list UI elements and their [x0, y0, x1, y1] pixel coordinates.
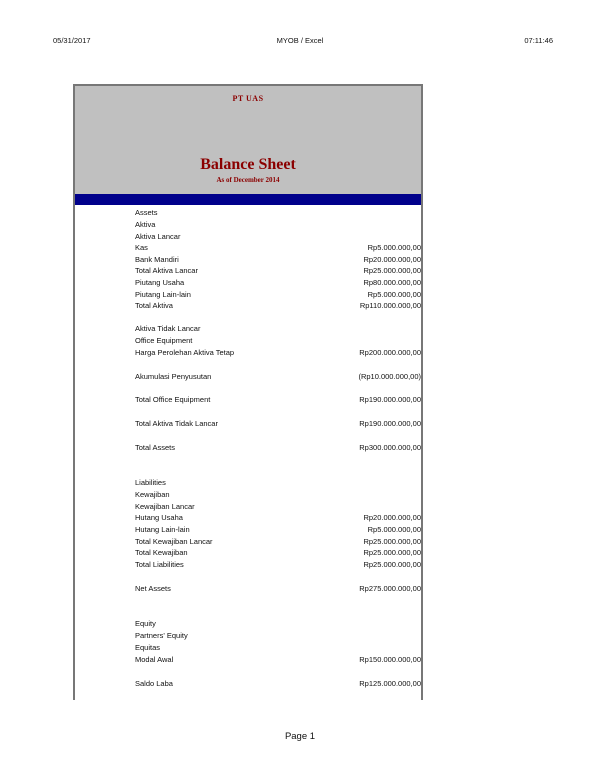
row-amount: Rp25.000.000,00	[363, 537, 421, 546]
report-sheet	[73, 84, 423, 700]
table-row	[75, 678, 421, 689]
row-label: Assets	[135, 208, 158, 217]
table-row	[75, 335, 421, 346]
table-row	[75, 323, 421, 334]
row-amount: Rp5.000.000,00	[367, 290, 421, 299]
table-row	[75, 536, 421, 547]
report-title: Balance Sheet	[200, 156, 296, 173]
table-row	[75, 300, 421, 311]
row-amount: Rp80.000.000,00	[363, 278, 421, 287]
table-row	[75, 418, 421, 429]
print-date: 05/31/2017	[53, 36, 91, 45]
row-label: Total Aktiva Tidak Lancar	[135, 419, 218, 428]
print-header	[0, 36, 600, 48]
table-row	[75, 489, 421, 500]
table-row	[75, 219, 421, 230]
table-row	[75, 442, 421, 453]
row-amount: Rp190.000.000,00	[359, 395, 421, 404]
row-label: Kewajiban Lancar	[135, 502, 195, 511]
table-row	[75, 501, 421, 512]
row-label: Saldo Laba	[135, 679, 173, 688]
row-amount: Rp25.000.000,00	[363, 548, 421, 557]
table-row	[75, 207, 421, 218]
row-amount: Rp110.000.000,00	[359, 301, 421, 310]
row-amount: Rp200.000.000,00	[359, 348, 421, 357]
row-label: Total Liabilities	[135, 560, 184, 569]
table-row	[75, 547, 421, 558]
row-label: Piutang Usaha	[135, 278, 185, 287]
table-row	[75, 254, 421, 265]
table-row	[75, 583, 421, 594]
table-row	[75, 371, 421, 382]
report-header	[75, 86, 421, 194]
row-label: Harga Perolehan Aktiva Tetap	[135, 348, 235, 357]
table-row	[75, 347, 421, 358]
row-amount: Rp275.000.000,00	[359, 584, 421, 593]
row-label: Equitas	[135, 643, 161, 652]
table-row	[75, 289, 421, 300]
report-date: As of December 2014	[216, 176, 280, 184]
row-label: Total Aktiva	[135, 301, 173, 310]
row-label: Akumulasi Penyusutan	[135, 372, 212, 381]
row-label: Kewajiban	[135, 490, 170, 499]
row-amount: Rp25.000.000,00	[363, 266, 421, 275]
table-row	[75, 277, 421, 288]
row-label: Hutang Lain-lain	[135, 525, 190, 534]
row-amount: Rp300.000.000,00	[359, 443, 421, 452]
row-amount: Rp5.000.000,00	[367, 243, 421, 252]
row-label: Office Equipment	[135, 336, 193, 345]
row-amount: Rp20.000.000,00	[363, 255, 421, 264]
table-row	[75, 559, 421, 570]
row-label: Equity	[135, 619, 156, 628]
company-name: PT UAS	[232, 94, 264, 103]
row-label: Bank Mandiri	[135, 255, 179, 264]
table-row	[75, 231, 421, 242]
row-amount: Rp190.000.000,00	[359, 419, 421, 428]
table-row	[75, 394, 421, 405]
page-number: Page 1	[284, 731, 316, 742]
table-row	[75, 512, 421, 523]
row-amount: (Rp10.000.000,00)	[358, 372, 421, 381]
table-row	[75, 242, 421, 253]
table-row	[75, 642, 421, 653]
table-row	[75, 265, 421, 276]
row-amount: Rp5.000.000,00	[367, 525, 421, 534]
row-label: Total Aktiva Lancar	[135, 266, 198, 275]
row-label: Modal Awal	[135, 655, 174, 664]
row-label: Piutang Lain-lain	[135, 290, 191, 299]
row-amount: Rp125.000.000,00	[359, 679, 421, 688]
table-row	[75, 618, 421, 629]
row-label: Aktiva	[135, 220, 156, 229]
row-label: Kas	[135, 243, 148, 252]
row-label: Net Assets	[135, 584, 171, 593]
row-label: Aktiva Lancar	[135, 232, 181, 241]
row-amount: Rp20.000.000,00	[363, 513, 421, 522]
header-divider-band	[75, 194, 421, 205]
row-label: Hutang Usaha	[135, 513, 183, 522]
table-row	[75, 477, 421, 488]
row-label: Total Office Equipment	[135, 395, 211, 404]
row-label: Total Kewajiban	[135, 548, 188, 557]
row-label: Liabilities	[135, 478, 166, 487]
row-amount: Rp25.000.000,00	[363, 560, 421, 569]
row-label: Aktiva Tidak Lancar	[135, 324, 201, 333]
row-amount: Rp150.000.000,00	[359, 655, 421, 664]
table-row	[75, 524, 421, 535]
print-time: 07:11:46	[524, 36, 553, 45]
table-row	[75, 654, 421, 665]
print-title: MYOB / Excel	[276, 36, 324, 45]
row-label: Total Assets	[135, 443, 176, 452]
table-row	[75, 630, 421, 641]
row-label: Partners' Equity	[135, 631, 188, 640]
row-label: Total Kewajiban Lancar	[135, 537, 213, 546]
